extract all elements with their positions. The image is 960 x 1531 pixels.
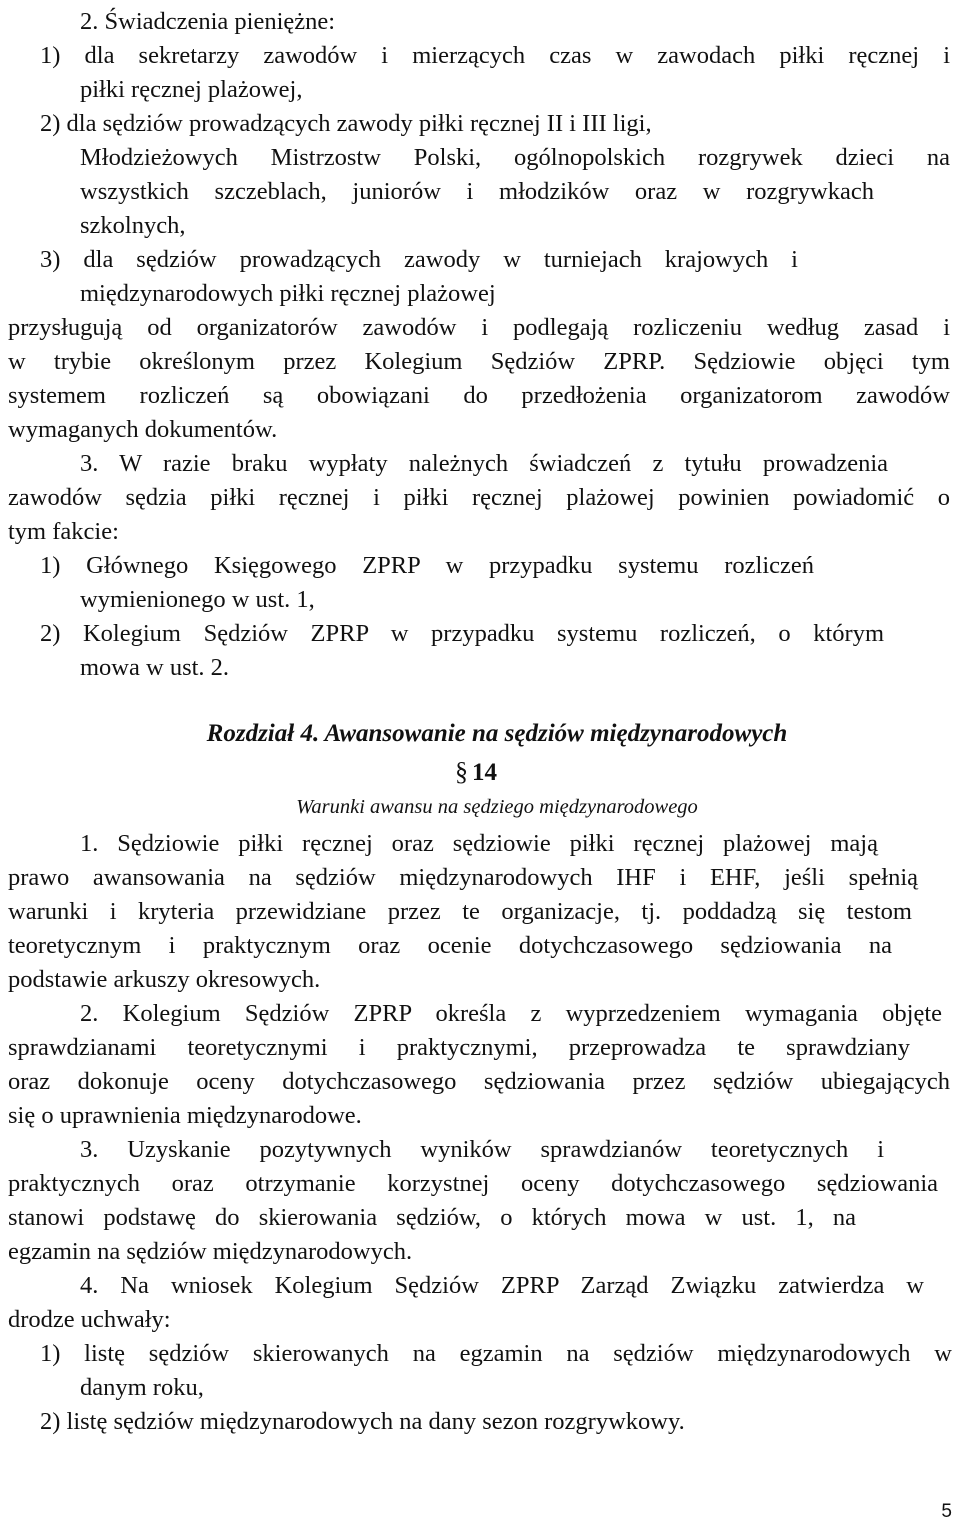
list-item-2-cont: wszystkich szczeblach, juniorów i młodzików oraz w rozgrywkach xyxy=(80,178,874,205)
list-item-2-cont: Młodzieżowych Mistrzostw Polski, ogólnopolskich rozgrywek dzieci na xyxy=(80,144,950,171)
list-item-1-cont: piłki ręcznej plażowej, xyxy=(80,76,303,103)
page-number: 5 xyxy=(941,1501,952,1522)
paragraph-line: praktycznych oraz otrzymanie korzystnej oceny dotychczasowego sędziowania xyxy=(8,1170,938,1197)
paragraph-line: wymaganych dokumentów. xyxy=(8,416,278,443)
paragraph-line: egzamin na sędziów międzynarodowych. xyxy=(8,1238,413,1265)
paragraph-4-start: 4. Na wniosek Kolegium Sędziów ZPRP Zarząd Związku zatwierdza w xyxy=(80,1272,924,1299)
list-item-2: 2) Kolegium Sędziów ZPRP w przypadku systemu rozliczeń, o którym xyxy=(40,620,884,647)
paragraph-3-start: 3. W razie braku wypłaty należnych świadczeń z tytułu prowadzenia xyxy=(80,450,888,477)
list-item-1: 1) Głównego Księgowego ZPRP w przypadku systemu rozliczeń xyxy=(40,552,814,579)
list-item-2: 2) dla sędziów prowadzących zawody piłki ręcznej II i III ligi, xyxy=(40,110,652,137)
list-item-1: 1) dla sekretarzy zawodów i mierzących czas w zawodach piłki ręcznej i xyxy=(40,42,950,69)
section-heading-2: 2. Świadczenia pieniężne: xyxy=(80,8,336,35)
paragraph-line: podstawie arkuszy okresowych. xyxy=(8,966,321,993)
list-item-2: 2) listę sędziów międzynarodowych na dany sezon rozgrywkowy. xyxy=(40,1408,685,1435)
section-number xyxy=(455,755,497,791)
section-subtitle: Warunki awansu na sędziego międzynarodowego xyxy=(296,796,698,818)
paragraph-line: stanowi podstawę do skierowania sędziów, o których mowa w ust. 1, na xyxy=(8,1204,856,1231)
paragraph-line: warunki i kryteria przewidziane przez te organizacje, tj. poddadzą się testom xyxy=(8,898,912,925)
section-number-value: 14 xyxy=(472,759,497,786)
paragraph-1-start: 1. Sędziowie piłki ręcznej oraz sędziowie piłki ręcznej plażowej mają xyxy=(80,830,878,857)
list-item-3: 3) dla sędziów prowadzących zawody w turniejach krajowych i xyxy=(40,246,798,273)
list-item-1: 1) listę sędziów skierowanych na egzamin na sędziów międzynarodowych w xyxy=(40,1340,952,1367)
paragraph-line: prawo awansowania na sędziów międzynarodowych IHF i EHF, jeśli spełnią xyxy=(8,864,918,891)
paragraph-line: drodze uchwały: xyxy=(8,1306,171,1333)
paragraph-line: przysługują od organizatorów zawodów i podlegają rozliczeniu według zasad i xyxy=(8,314,950,341)
list-item-1-cont: wymienionego w ust. 1, xyxy=(80,586,315,613)
paragraph-line: w trybie określonym przez Kolegium Sędziów ZPRP. Sędziowie objęci tym xyxy=(8,348,950,375)
paragraph-line: tym fakcie: xyxy=(8,518,119,545)
paragraph-line: się o uprawnienia międzynarodowe. xyxy=(8,1102,362,1129)
paragraph-line: zawodów sędzia piłki ręcznej i piłki ręcznej plażowej powinien powiadomić o xyxy=(8,484,950,511)
list-item-2-cont: mowa w ust. 2. xyxy=(80,654,230,681)
section-sign-icon: § xyxy=(455,757,468,786)
paragraph-2-start: 2. Kolegium Sędziów ZPRP określa z wyprzedzeniem wymagania objęte xyxy=(80,1000,942,1027)
paragraph-line: systemem rozliczeń są obowiązani do przedłożenia organizatorom zawodów xyxy=(8,382,950,409)
paragraph-line: teoretycznym i praktycznym oraz ocenie dotychczasowego sędziowania na xyxy=(8,932,892,959)
list-item-3-cont: międzynarodowych piłki ręcznej plażowej xyxy=(80,280,496,307)
chapter-heading: Rozdział 4. Awansowanie na sędziów międzynarodowych xyxy=(206,720,788,747)
list-item-2-cont: szkolnych, xyxy=(80,212,186,239)
list-item-1-cont: danym roku, xyxy=(80,1374,204,1401)
paragraph-line: oraz dokonuje oceny dotychczasowego sędziowania przez sędziów ubiegających xyxy=(8,1068,950,1095)
paragraph-3-start: 3. Uzyskanie pozytywnych wyników sprawdzianów teoretycznych i xyxy=(80,1136,884,1163)
paragraph-line: sprawdzianami teoretycznymi i praktycznymi, przeprowadza te sprawdziany xyxy=(8,1034,910,1061)
